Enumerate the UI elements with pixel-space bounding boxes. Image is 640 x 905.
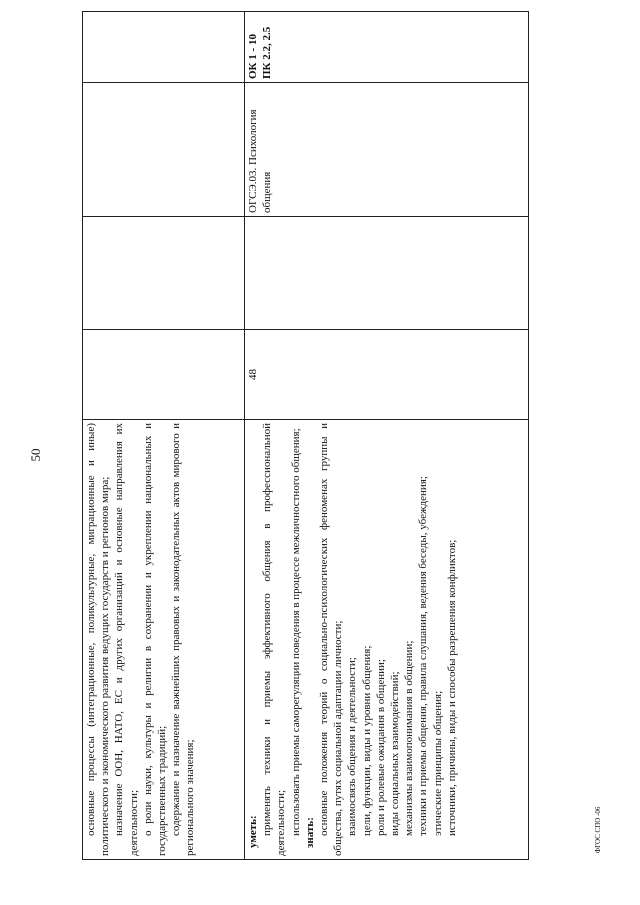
competency-cell bbox=[245, 12, 529, 83]
description-cell bbox=[83, 420, 245, 860]
table-row bbox=[245, 12, 529, 860]
knowledge-item: основные положения теорий о социально-психологических феноменах группы и общества, путях социальной адаптации личности; bbox=[318, 423, 345, 856]
knowledge-item: цели, функции, виды и уровни общения; bbox=[360, 645, 373, 836]
knowledge-item: механизмы взаимопонимания в общении; bbox=[403, 640, 416, 836]
description-paragraph: назначение ООН, НАТО, ЕС и других организаций и основные направления их деятельности; bbox=[113, 423, 140, 856]
knowledge-item: техники и приемы общения, правила слушания, ведения беседы, убеждения; bbox=[417, 476, 430, 836]
competency-pk: ПК 2.2, 2.5 bbox=[261, 26, 274, 79]
page-number: 50 bbox=[28, 448, 43, 462]
rotated-table-wrapper bbox=[82, 12, 528, 860]
knowledge-item: источники, причины, виды и способы разрешения конфликтов; bbox=[445, 539, 458, 836]
competency-ok: ОК 1 - 10 bbox=[247, 34, 259, 79]
competency-cell bbox=[83, 12, 245, 83]
knowledge-item: роли и ролевые ожидания в общении; bbox=[374, 659, 387, 836]
discipline-cell bbox=[83, 83, 245, 217]
skill-item: применять техники и приемы эффективного общения в профессиональной деятельности; bbox=[261, 423, 288, 856]
description-paragraph: о роли науки, культуры и религии в сохранении и укреплении национальных и государственных традиций; bbox=[141, 423, 169, 856]
discipline-cell: ОГСЭ.03. Психология общения bbox=[245, 83, 529, 217]
hours-cell: 48 bbox=[245, 330, 529, 420]
heading-znat: знать: bbox=[303, 817, 316, 848]
table-row bbox=[83, 12, 245, 860]
hours-cell bbox=[83, 330, 245, 420]
knowledge-item: виды социальных взаимодействий; bbox=[389, 671, 402, 836]
description-paragraph: содержание и назначение важнейших правовых и законодательных актов мирового и регионального значения; bbox=[170, 423, 197, 856]
empty-cell bbox=[245, 217, 529, 330]
description-paragraph: основные процессы (интеграционные, поликультурные, миграционные и иные) политического и экономического развития ведущих государств и регионов мира; bbox=[85, 423, 112, 856]
empty-cell bbox=[83, 217, 245, 330]
heading-umet: уметь: bbox=[247, 815, 259, 848]
curriculum-table bbox=[82, 11, 529, 860]
knowledge-item: взаимосвязь общения и деятельности; bbox=[346, 657, 359, 836]
skill-item: использовать приемы саморегуляции поведения в процессе межличностного общения; bbox=[289, 428, 302, 836]
description-cell bbox=[245, 420, 529, 860]
knowledge-item: этические принципы общения; bbox=[431, 690, 444, 836]
footer-code: ФГОС СПО -06 bbox=[594, 806, 602, 854]
